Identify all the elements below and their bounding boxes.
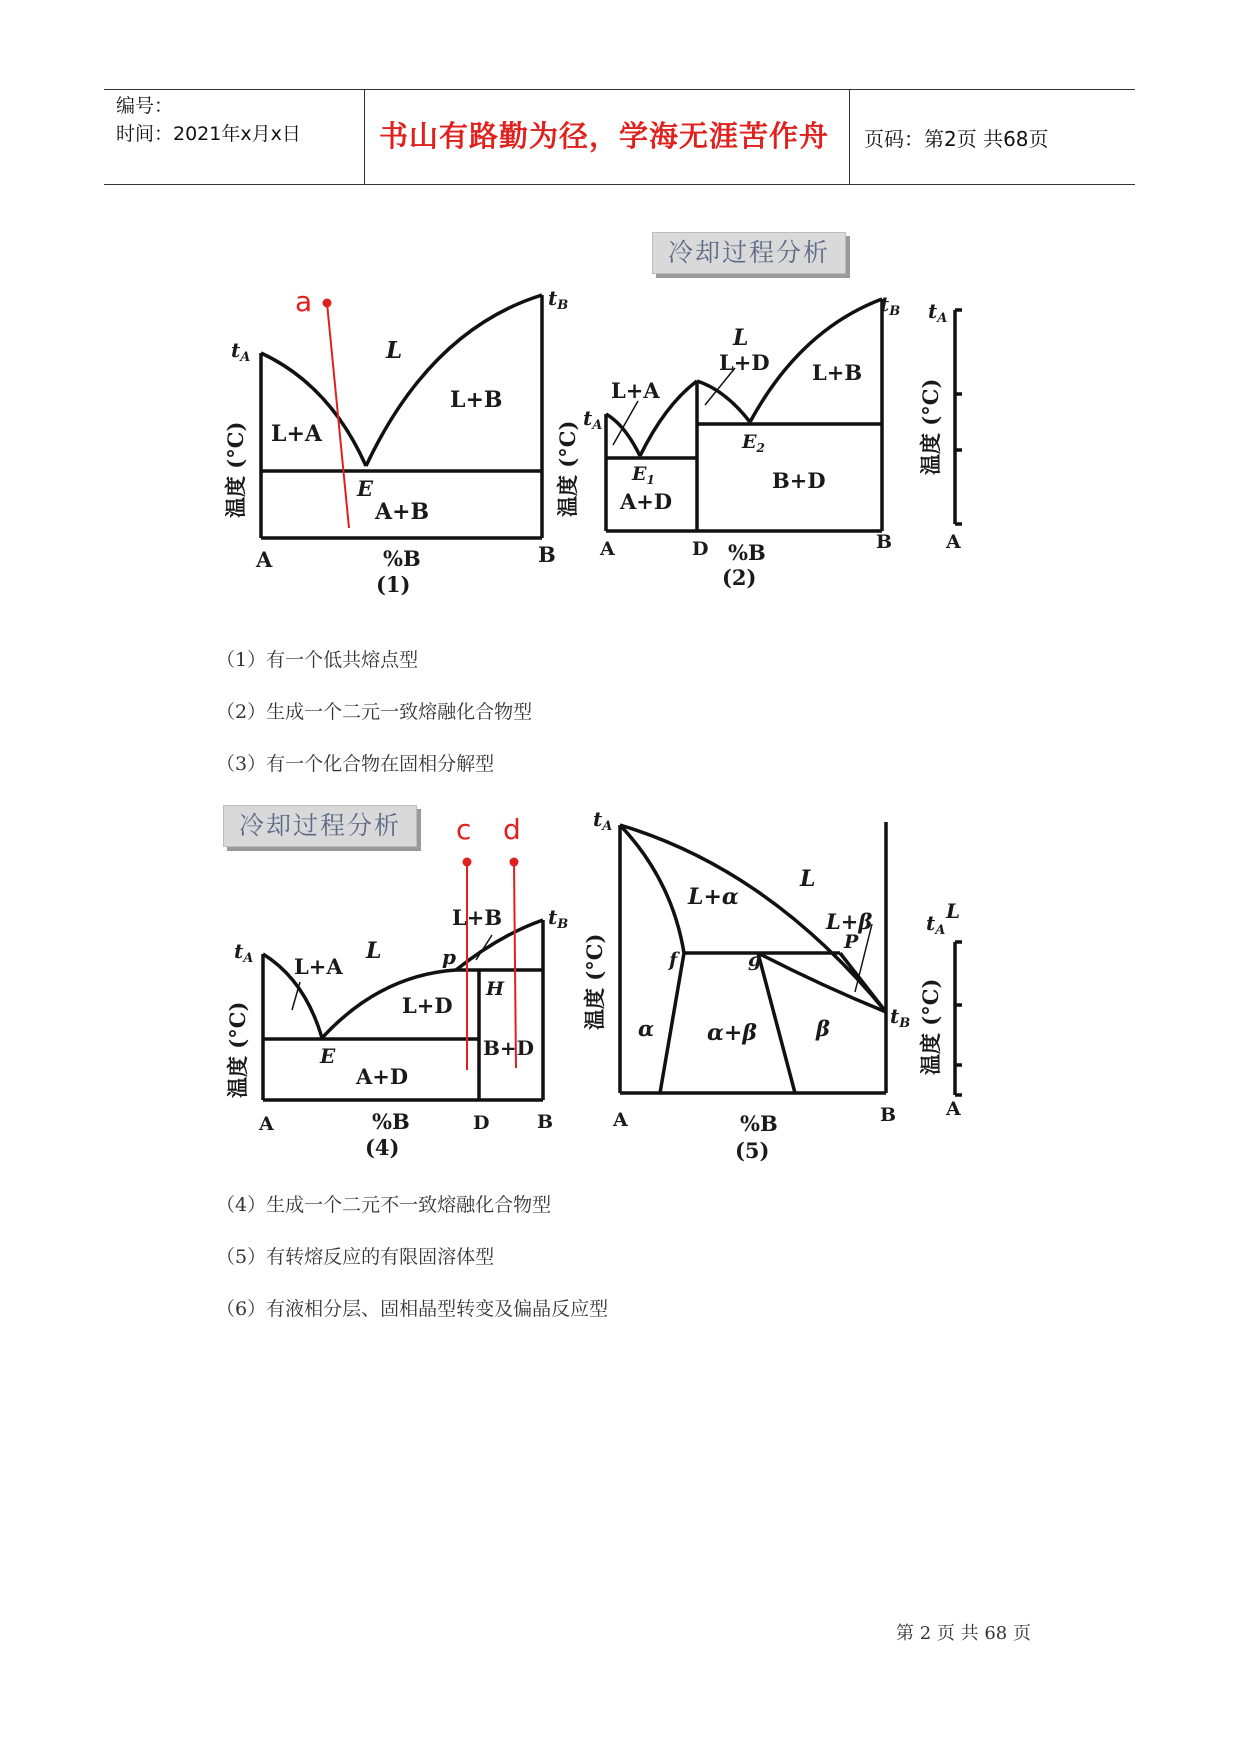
label-ta: $t_A$ bbox=[231, 338, 251, 365]
axis-B: B bbox=[880, 1104, 897, 1126]
x-axis-label: %B bbox=[372, 1109, 410, 1134]
figure-1-eutectic bbox=[223, 285, 568, 597]
cooling-analysis-button-top[interactable]: 冷却过程分析 bbox=[652, 232, 846, 274]
caption-3: （3）有一个化合物在固相分解型 bbox=[216, 753, 495, 775]
figure-3-partial bbox=[918, 299, 962, 553]
red-marker-dot bbox=[463, 858, 472, 867]
region-L-plus-beta: L+β bbox=[826, 909, 873, 934]
axis-B: B bbox=[537, 1111, 554, 1133]
label-ta: $t_A$ bbox=[926, 911, 946, 938]
region-L: L bbox=[386, 337, 403, 364]
time-label: 时间：2021年x月x日 bbox=[116, 123, 301, 145]
region-B-plus-D: B+D bbox=[483, 1036, 535, 1060]
peritectic-point-p: p bbox=[442, 945, 456, 969]
region-A-plus-D: A+D bbox=[356, 1064, 409, 1089]
axis-D: D bbox=[692, 538, 709, 560]
eutectic-point-E1: $E_1$ bbox=[632, 463, 655, 487]
eutectic-point-E: E bbox=[320, 1044, 336, 1068]
axis-B: B bbox=[538, 542, 556, 567]
region-A-plus-B: A+B bbox=[375, 499, 430, 525]
region-L: L bbox=[946, 899, 961, 923]
number-label: 编号： bbox=[116, 95, 174, 117]
caption-4: （4）生成一个二元不一致熔融化合物型 bbox=[216, 1194, 552, 1216]
figure-number: (1) bbox=[376, 572, 411, 597]
peritectic-point-P: P bbox=[844, 931, 859, 953]
page-number-label: 页码：第2页 共68页 bbox=[864, 127, 1049, 151]
label-tb: $t_B$ bbox=[548, 905, 569, 932]
red-cooling-line bbox=[327, 303, 349, 528]
y-axis-label: 温度 (°C) bbox=[223, 421, 248, 518]
x-axis-label: %B bbox=[740, 1111, 778, 1136]
axis-A: A bbox=[613, 1109, 628, 1131]
region-L: L bbox=[800, 866, 816, 892]
region-B-plus-D: B+D bbox=[772, 468, 826, 493]
cooling-analysis-button-bottom[interactable]: 冷却过程分析 bbox=[223, 805, 417, 847]
red-marker-dot bbox=[510, 858, 519, 867]
axis-A: A bbox=[600, 538, 615, 560]
y-axis-label: 温度 (°C) bbox=[225, 1001, 250, 1098]
label-tb: $t_B$ bbox=[880, 292, 901, 319]
label-ta: $t_A$ bbox=[928, 299, 948, 326]
region-L-plus-alpha: L+α bbox=[688, 884, 739, 910]
point-f: f bbox=[669, 949, 678, 971]
figure-5-solid-solution bbox=[582, 807, 910, 1163]
caption-2: （2）生成一个二元一致熔融化合物型 bbox=[216, 701, 533, 723]
point-g: g bbox=[748, 949, 762, 971]
red-marker-dot bbox=[323, 299, 332, 308]
axis-A: A bbox=[946, 531, 961, 553]
region-L-plus-B: L+B bbox=[450, 387, 503, 413]
figure-6-partial bbox=[918, 899, 962, 1120]
region-L-plus-D: L+D bbox=[402, 993, 453, 1018]
figure-4-incongruent bbox=[225, 813, 568, 1160]
axis-A: A bbox=[256, 547, 273, 572]
page-footer: 第 2 页 共 68 页 bbox=[896, 1623, 1031, 1644]
figure-2-congruent bbox=[555, 292, 900, 590]
point-H: H bbox=[486, 978, 504, 1000]
marker-c: c bbox=[456, 813, 472, 846]
label-ta: $t_A$ bbox=[234, 939, 254, 966]
axis-D: D bbox=[473, 1112, 490, 1134]
y-axis-label: 温度 (°C) bbox=[582, 933, 607, 1030]
axis-A: A bbox=[259, 1113, 274, 1135]
x-axis-label: %B bbox=[383, 546, 421, 571]
region-alpha: α bbox=[638, 1016, 655, 1041]
y-axis-label: 温度 (°C) bbox=[555, 420, 580, 517]
label-ta: $t_A$ bbox=[583, 406, 603, 433]
x-axis-label: %B bbox=[728, 540, 766, 565]
region-L-plus-A: L+A bbox=[611, 378, 660, 403]
caption-1: （1）有一个低共熔点型 bbox=[216, 649, 419, 671]
region-L-plus-A: L+A bbox=[271, 421, 322, 447]
label-tb: $t_B$ bbox=[890, 1004, 911, 1031]
eutectic-point-E2: $E_2$ bbox=[742, 431, 765, 455]
figure-number: (2) bbox=[722, 565, 757, 590]
caption-6: （6）有液相分层、固相晶型转变及偏晶反应型 bbox=[216, 1298, 609, 1320]
figure-number: (5) bbox=[735, 1138, 770, 1163]
caption-5: （5）有转熔反应的有限固溶体型 bbox=[216, 1246, 495, 1268]
figure-number: (4) bbox=[365, 1135, 400, 1160]
region-alpha-plus-beta: α+β bbox=[707, 1020, 757, 1046]
region-L-plus-B: L+B bbox=[452, 905, 503, 930]
header-motto: 书山有路勤为径，学海无涯苦作舟 bbox=[378, 119, 829, 153]
label-tb: $t_B$ bbox=[548, 286, 569, 313]
region-beta: β bbox=[816, 1016, 830, 1041]
axis-A: A bbox=[946, 1098, 961, 1120]
marker-d: d bbox=[503, 813, 521, 846]
region-L-plus-D: L+D bbox=[719, 350, 770, 375]
axis-B: B bbox=[876, 531, 893, 553]
eutectic-point-E: E bbox=[357, 476, 374, 501]
region-A-plus-D: A+D bbox=[620, 489, 673, 514]
y-axis-label: 温度 (°C) bbox=[918, 378, 943, 475]
region-L: L bbox=[366, 938, 382, 964]
label-ta: $t_A$ bbox=[593, 807, 613, 834]
region-L-plus-B: L+B bbox=[812, 360, 863, 385]
region-L-plus-A: L+A bbox=[294, 954, 343, 979]
marker-a: a bbox=[295, 285, 313, 318]
y-axis-label: 温度 (°C) bbox=[918, 978, 943, 1075]
region-L: L bbox=[733, 325, 749, 351]
